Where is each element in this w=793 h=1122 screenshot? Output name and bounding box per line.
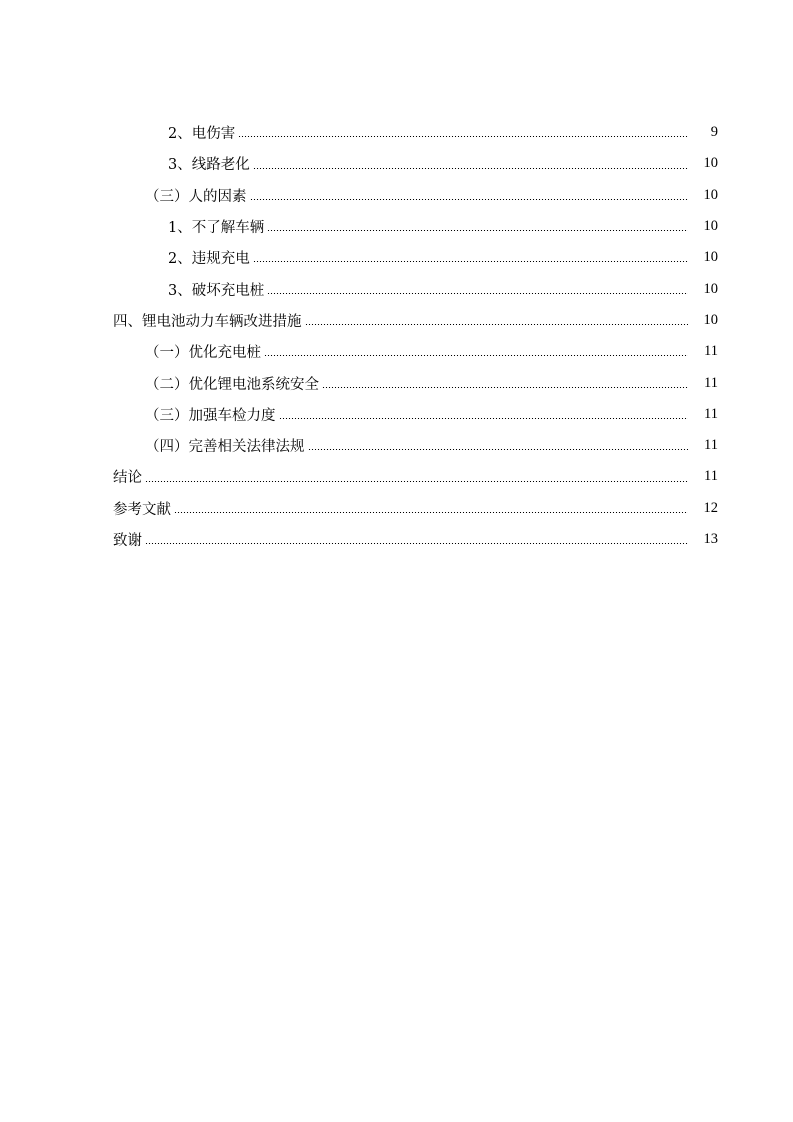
toc-page-number: 11 bbox=[704, 405, 718, 422]
toc-entry-label: 3、破坏充电桩 bbox=[168, 282, 265, 299]
toc-page-number: 10 bbox=[703, 186, 718, 203]
toc-dot-leader bbox=[308, 449, 689, 450]
toc-dot-leader bbox=[145, 481, 688, 482]
toc-entry-label: 结论 bbox=[113, 470, 142, 487]
toc-dot-leader bbox=[305, 324, 689, 325]
toc-entry-label: 1、不了解车辆 bbox=[168, 220, 265, 237]
toc-dot-leader bbox=[250, 199, 689, 200]
toc-entry[interactable] bbox=[0, 148, 793, 179]
table-of-contents bbox=[0, 117, 793, 555]
toc-entry[interactable] bbox=[0, 273, 793, 304]
toc-entry-label: （三）加强车检力度 bbox=[145, 407, 276, 424]
toc-page-number: 11 bbox=[704, 468, 718, 485]
toc-entry-label: 四、锂电池动力车辆改进措施 bbox=[113, 313, 302, 330]
toc-dot-leader bbox=[238, 136, 688, 137]
toc-entry[interactable] bbox=[0, 493, 793, 524]
toc-dot-leader bbox=[267, 293, 688, 294]
toc-entry-label: 3、线路老化 bbox=[168, 157, 250, 174]
toc-page-number: 10 bbox=[703, 218, 718, 235]
toc-page-number: 11 bbox=[704, 374, 718, 391]
toc-entry[interactable] bbox=[0, 461, 793, 492]
toc-page-number: 11 bbox=[704, 437, 718, 454]
toc-entry[interactable] bbox=[0, 117, 793, 148]
toc-page-number: 10 bbox=[703, 311, 718, 328]
toc-page-number: 9 bbox=[710, 124, 718, 141]
toc-entry-label: （四）完善相关法律法规 bbox=[145, 439, 305, 456]
toc-entry[interactable] bbox=[0, 336, 793, 367]
toc-entry-label: 2、违规充电 bbox=[168, 251, 250, 268]
toc-page-number: 10 bbox=[703, 249, 718, 266]
toc-entry-label: （一）优化充电桩 bbox=[145, 345, 261, 362]
toc-dot-leader bbox=[145, 543, 688, 544]
toc-entry-label: 2、电伤害 bbox=[168, 126, 236, 143]
toc-dot-leader bbox=[264, 355, 688, 356]
toc-entry[interactable] bbox=[0, 430, 793, 461]
toc-entry[interactable] bbox=[0, 180, 793, 211]
toc-entry[interactable] bbox=[0, 305, 793, 336]
toc-page-number: 11 bbox=[704, 343, 718, 360]
toc-entry[interactable] bbox=[0, 242, 793, 273]
toc-dot-leader bbox=[279, 418, 689, 419]
toc-page-number: 10 bbox=[703, 155, 718, 172]
toc-page-number: 12 bbox=[703, 499, 718, 516]
toc-dot-leader bbox=[253, 261, 688, 262]
toc-dot-leader bbox=[174, 512, 688, 513]
toc-entry-label: 致谢 bbox=[113, 533, 142, 549]
toc-entry[interactable] bbox=[0, 367, 793, 398]
toc-entry-label: 参考文献 bbox=[113, 501, 171, 518]
toc-entry[interactable] bbox=[0, 524, 793, 555]
toc-page-number: 10 bbox=[703, 280, 718, 297]
toc-dot-leader bbox=[253, 168, 688, 169]
toc-dot-leader bbox=[322, 387, 688, 388]
toc-entry[interactable] bbox=[0, 211, 793, 242]
toc-page-number: 13 bbox=[703, 531, 718, 547]
toc-entry-label: （三）人的因素 bbox=[145, 188, 247, 205]
toc-entry-label: （二）优化锂电池系统安全 bbox=[145, 376, 319, 393]
toc-dot-leader bbox=[267, 230, 688, 231]
toc-entry[interactable] bbox=[0, 399, 793, 430]
